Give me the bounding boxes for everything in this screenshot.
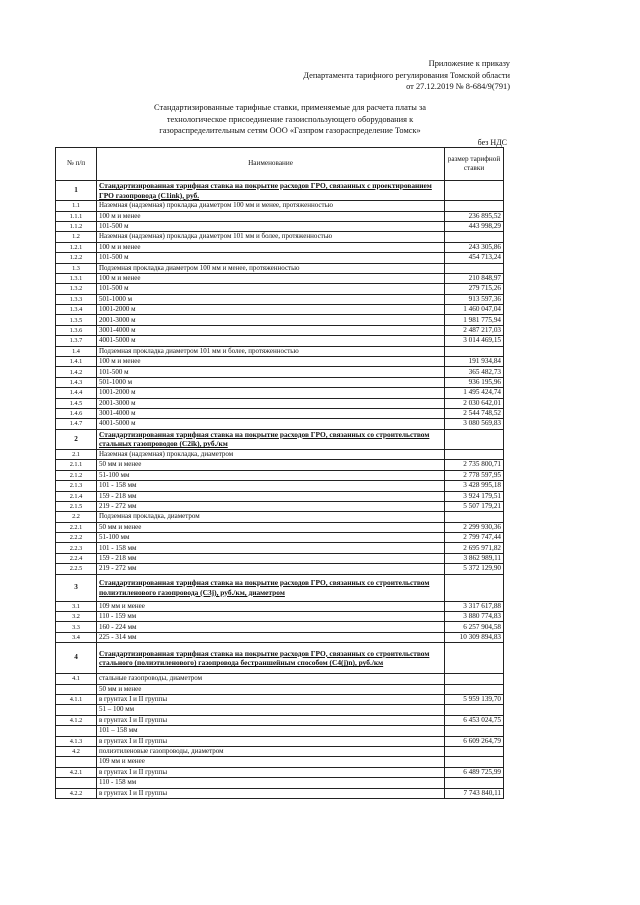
row-number: 2.2.2: [56, 533, 97, 543]
row-value: 6 257 904,58: [445, 622, 504, 632]
row-name: Наземная (надземная) прокладка диаметром 101 мм и более, протяженностью: [97, 232, 445, 242]
row-name: 109 мм и менее: [97, 601, 445, 611]
table-row: [56, 388, 504, 398]
row-number: 1.4.6: [56, 409, 97, 419]
row-name: стальные газопроводы, диаметром: [97, 674, 445, 684]
row-value: 3 880 774,83: [445, 612, 504, 622]
table-row: [56, 409, 504, 419]
row-name: 219 - 272 мм: [97, 564, 445, 574]
table-row: [56, 767, 504, 777]
title-line: Стандартизированные тарифные ставки, применяемые для расчета платы за: [153, 103, 426, 112]
row-name: Стандартизированная тарифная ставка на покрытие расходов ГРО, связанных со строительством стального (полиэтиленового) газопровода бестраншейным способом (C4(j)n), руб./км: [97, 643, 445, 674]
row-name: 100 м и менее: [97, 357, 445, 367]
group-row: [56, 201, 504, 211]
row-name: полиэтиленовые газопроводы, диаметром: [97, 746, 445, 756]
row-number: 1.4.4: [56, 388, 97, 398]
row-number: 2.2.3: [56, 543, 97, 553]
row-name: 100 м и менее: [97, 273, 445, 283]
table-row: [56, 564, 504, 574]
row-number: 4.1.1: [56, 695, 97, 705]
row-name: 100 м и менее: [97, 242, 445, 252]
appendix-line: от 27.12.2019 № 8-684/9(791): [406, 82, 510, 91]
table-row: [56, 522, 504, 532]
row-name: 159 - 218 мм: [97, 491, 445, 501]
row-number: 2.2.1: [56, 522, 97, 532]
row-name: 101-500 м: [97, 367, 445, 377]
section-row: [56, 429, 504, 449]
row-value: 5 959 139,70: [445, 695, 504, 705]
table-row: [56, 305, 504, 315]
title-line: технологическое присоединение газоиспользующего оборудования к: [166, 114, 414, 124]
table-header-row: [56, 148, 504, 181]
row-number: 1.4.2: [56, 367, 97, 377]
row-number: 1.2.2: [56, 253, 97, 263]
row-number: 4.2: [56, 746, 97, 756]
row-number: [56, 684, 97, 694]
section-row: [56, 643, 504, 674]
row-value: [445, 346, 504, 356]
header-name: Наименование: [97, 148, 445, 181]
table-row: [56, 273, 504, 283]
row-name: 50 мм и менее: [97, 684, 445, 694]
table-row: [56, 470, 504, 480]
row-number: 1.3.7: [56, 336, 97, 346]
table-row: [56, 715, 504, 725]
row-number: 3.4: [56, 632, 97, 642]
row-value: 243 305,86: [445, 242, 504, 252]
row-value: [445, 684, 504, 694]
table-row: [56, 460, 504, 470]
row-value: 210 848,97: [445, 273, 504, 283]
row-value: [445, 757, 504, 767]
row-name: 2001-3000 м: [97, 315, 445, 325]
row-name: Подземная прокладка диаметром 101 мм и более, протяженностью: [97, 346, 445, 356]
row-number: 1.3.5: [56, 315, 97, 325]
table-row: [56, 419, 504, 429]
table-row: [56, 294, 504, 304]
row-value: 3 014 469,15: [445, 336, 504, 346]
table-row: [56, 612, 504, 622]
row-number: 1.3.1: [56, 273, 97, 283]
row-value: 1 981 775,94: [445, 315, 504, 325]
row-number: 1.3.4: [56, 305, 97, 315]
row-value: [445, 263, 504, 273]
table-row: [56, 757, 504, 767]
row-value: 3 317 617,88: [445, 601, 504, 611]
table-row: [56, 543, 504, 553]
table-row: [56, 336, 504, 346]
document-title: [140, 102, 440, 137]
row-name: Подземная прокладка, диаметром: [97, 512, 445, 522]
row-name: 3001-4000 м: [97, 409, 445, 419]
row-name: 101-500 м: [97, 221, 445, 231]
row-name: 4001-5000 м: [97, 336, 445, 346]
row-value: [445, 643, 504, 674]
row-number: 3.3: [56, 622, 97, 632]
row-number: 4.1.3: [56, 736, 97, 746]
table-row: [56, 221, 504, 231]
row-value: [445, 181, 504, 201]
table-row: [56, 601, 504, 611]
row-name: 159 - 218 мм: [97, 553, 445, 563]
row-number: 4.1.2: [56, 715, 97, 725]
row-value: 454 713,24: [445, 253, 504, 263]
row-name: в грунтах I и II группы: [97, 736, 445, 746]
row-number: 1.4: [56, 346, 97, 356]
row-number: 1.4.5: [56, 398, 97, 408]
row-name: 101 - 158 мм: [97, 543, 445, 553]
group-row: [56, 263, 504, 273]
row-value: 2 030 642,01: [445, 398, 504, 408]
row-name: Наземная (надземная) прокладка диаметром 100 мм и менее, протяженностью: [97, 201, 445, 211]
row-value: 7 743 840,11: [445, 788, 504, 798]
row-value: [445, 778, 504, 788]
row-name: 101-500 м: [97, 253, 445, 263]
row-number: 1.2.1: [56, 242, 97, 252]
row-value: 3 862 989,11: [445, 553, 504, 563]
group-row: [56, 674, 504, 684]
row-value: 1 495 424,74: [445, 388, 504, 398]
row-name: Стандартизированная тарифная ставка на покрытие расходов ГРО, связанных со строительством стальных газопроводов (C2ik), руб./км: [97, 429, 445, 449]
row-value: 2 799 747,44: [445, 533, 504, 543]
row-value: 2 299 930,36: [445, 522, 504, 532]
row-value: 936 195,96: [445, 377, 504, 387]
table-row: [56, 778, 504, 788]
row-number: 4.1: [56, 674, 97, 684]
row-name: Стандартизированная тарифная ставка на покрытие расходов ГРО, связанных со строительством полиэтиленового газопровода (C3j), руб./км, диаметром: [97, 574, 445, 601]
row-value: 5 372 129,90: [445, 564, 504, 574]
row-number: [56, 726, 97, 736]
table-row: [56, 491, 504, 501]
row-value: 3 924 179,51: [445, 491, 504, 501]
row-value: [445, 574, 504, 601]
table-row: [56, 325, 504, 335]
row-name: Наземная (надземная) прокладка, диаметром: [97, 449, 445, 459]
row-value: [445, 449, 504, 459]
row-name: 160 - 224 мм: [97, 622, 445, 632]
row-number: 1.3.6: [56, 325, 97, 335]
row-number: 1.1: [56, 201, 97, 211]
row-number: 3.2: [56, 612, 97, 622]
group-row: [56, 232, 504, 242]
table-row: [56, 705, 504, 715]
table-row: [56, 726, 504, 736]
row-name: 4001-5000 м: [97, 419, 445, 429]
row-number: 2.1.2: [56, 470, 97, 480]
row-name: 100 м и менее: [97, 211, 445, 221]
row-value: 191 934,84: [445, 357, 504, 367]
row-name: в грунтах I и II группы: [97, 767, 445, 777]
row-number: 1.3.2: [56, 284, 97, 294]
row-value: 2 544 748,52: [445, 409, 504, 419]
row-name: в грунтах I и II группы: [97, 788, 445, 798]
table-row: [56, 357, 504, 367]
row-number: [56, 757, 97, 767]
row-number: 4: [56, 643, 97, 674]
table-row: [56, 736, 504, 746]
header-size: размер тарифной ставки: [445, 148, 504, 181]
row-number: 3: [56, 574, 97, 601]
row-number: 3.1: [56, 601, 97, 611]
row-number: [56, 778, 97, 788]
row-name: 51 – 100 мм: [97, 705, 445, 715]
row-name: 1001-2000 м: [97, 388, 445, 398]
row-value: 5 507 179,21: [445, 501, 504, 511]
row-name: 501-1000 м: [97, 377, 445, 387]
row-number: 2.1.1: [56, 460, 97, 470]
table-row: [56, 622, 504, 632]
row-number: 1.4.1: [56, 357, 97, 367]
row-value: 2 778 597,95: [445, 470, 504, 480]
row-number: 4.2.2: [56, 788, 97, 798]
row-name: 101-500 м: [97, 284, 445, 294]
row-name: 51-100 мм: [97, 470, 445, 480]
row-name: 50 мм и менее: [97, 522, 445, 532]
row-value: 236 895,52: [445, 211, 504, 221]
row-name: 110 - 159 мм: [97, 612, 445, 622]
row-name: 109 мм и менее: [97, 757, 445, 767]
row-name: 101 - 158 мм: [97, 481, 445, 491]
table-row: [56, 695, 504, 705]
section-row: [56, 574, 504, 601]
group-row: [56, 512, 504, 522]
row-value: [445, 746, 504, 756]
row-value: [445, 726, 504, 736]
row-name: Подземная прокладка диаметром 100 мм и менее, протяженностью: [97, 263, 445, 273]
appendix-note: [303, 58, 510, 93]
row-name: Стандартизированная тарифная ставка на покрытие расходов ГРО, связанных с проектированием ГРО газопровода (C1ink), руб.: [97, 181, 445, 201]
table-row: [56, 684, 504, 694]
table-row: [56, 367, 504, 377]
row-number: 4.2.1: [56, 767, 97, 777]
table-row: [56, 377, 504, 387]
row-value: 3 428 995,18: [445, 481, 504, 491]
header-number: № п/п: [56, 148, 97, 181]
row-number: 1.3: [56, 263, 97, 273]
title-line: газораспределительным сетям ООО «Газпром газораспределение Томск»: [159, 126, 421, 135]
table-row: [56, 398, 504, 408]
tariff-rates-table: [55, 147, 504, 799]
group-row: [56, 449, 504, 459]
row-value: 2 487 217,03: [445, 325, 504, 335]
row-value: 443 998,29: [445, 221, 504, 231]
row-number: 2.2: [56, 512, 97, 522]
row-number: 1.1.2: [56, 221, 97, 231]
row-number: 1.1.1: [56, 211, 97, 221]
row-value: 913 597,36: [445, 294, 504, 304]
group-row: [56, 346, 504, 356]
row-value: [445, 674, 504, 684]
table-row: [56, 501, 504, 511]
row-value: 3 080 569,83: [445, 419, 504, 429]
table-body: [56, 181, 504, 799]
row-value: 6 609 264,79: [445, 736, 504, 746]
appendix-line: Приложение к приказу: [428, 59, 510, 68]
row-number: 2.1.4: [56, 491, 97, 501]
row-value: [445, 232, 504, 242]
row-name: 501-1000 м: [97, 294, 445, 304]
row-name: 110 - 158 мм: [97, 778, 445, 788]
row-number: 1: [56, 181, 97, 201]
row-number: 1.4.3: [56, 377, 97, 387]
vat-note: без НДС: [477, 138, 507, 147]
table-row: [56, 632, 504, 642]
row-value: [445, 512, 504, 522]
table-row: [56, 481, 504, 491]
table-row: [56, 533, 504, 543]
row-number: 1.4.7: [56, 419, 97, 429]
row-number: 2.1: [56, 449, 97, 459]
row-value: 6 489 725,99: [445, 767, 504, 777]
row-value: 6 453 024,75: [445, 715, 504, 725]
appendix-line: Департамента тарифного регулирования Томской области: [303, 70, 510, 80]
table-row: [56, 553, 504, 563]
row-value: 279 715,26: [445, 284, 504, 294]
row-value: [445, 705, 504, 715]
row-name: 1001-2000 м: [97, 305, 445, 315]
row-name: в грунтах I и II группы: [97, 695, 445, 705]
row-name: 219 - 272 мм: [97, 501, 445, 511]
table-row: [56, 211, 504, 221]
row-number: 2: [56, 429, 97, 449]
table-row: [56, 284, 504, 294]
row-number: 2.2.5: [56, 564, 97, 574]
row-name: 51-100 мм: [97, 533, 445, 543]
row-number: 2.2.4: [56, 553, 97, 563]
row-name: 101 – 158 мм: [97, 726, 445, 736]
table-row: [56, 253, 504, 263]
row-value: 10 309 894,83: [445, 632, 504, 642]
row-name: в грунтах I и II группы: [97, 715, 445, 725]
row-name: 225 - 314 мм: [97, 632, 445, 642]
table-row: [56, 315, 504, 325]
row-value: 2 695 971,82: [445, 543, 504, 553]
row-name: 50 мм и менее: [97, 460, 445, 470]
table-row: [56, 242, 504, 252]
row-number: [56, 705, 97, 715]
row-value: [445, 201, 504, 211]
row-value: [445, 429, 504, 449]
row-number: 2.1.3: [56, 481, 97, 491]
row-number: 1.3.3: [56, 294, 97, 304]
section-row: [56, 181, 504, 201]
table-row: [56, 788, 504, 798]
row-name: 3001-4000 м: [97, 325, 445, 335]
group-row: [56, 746, 504, 756]
row-number: 1.2: [56, 232, 97, 242]
row-value: 365 482,73: [445, 367, 504, 377]
row-value: 2 735 800,71: [445, 460, 504, 470]
row-name: 2001-3000 м: [97, 398, 445, 408]
row-number: 2.1.5: [56, 501, 97, 511]
row-value: 1 460 047,04: [445, 305, 504, 315]
